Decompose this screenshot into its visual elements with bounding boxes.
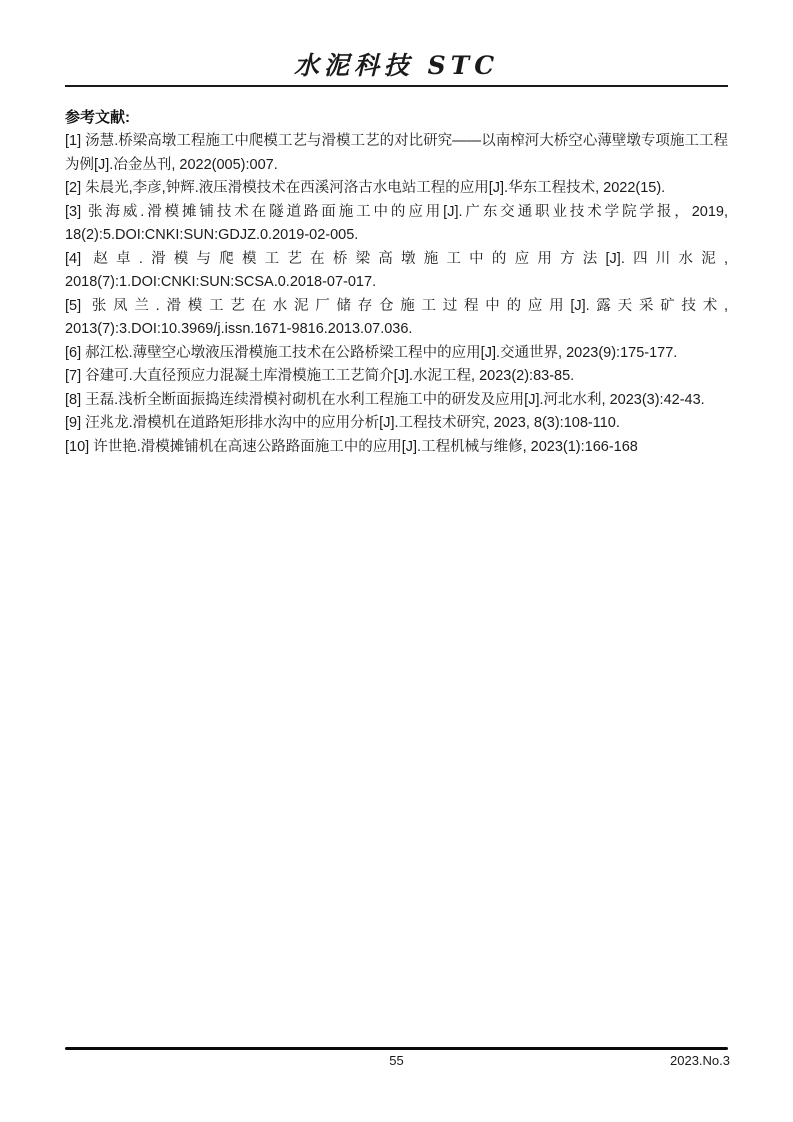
reference-item-8: [8] 王磊.浅析全断面振捣连续滑模衬砌机在水利工程施工中的研发及应用[J].河北水利, 2023(3):42-43. (65, 391, 705, 408)
reference-item-3: [3] 张海威.滑模摊铺技术在隧道路面施工中的应用[J].广东交通职业技术学院学报，2019, 18(2):5.DOI:CNKI:SUN:GDJZ.0.2019-02-005. (65, 203, 728, 243)
footer-rule (65, 1047, 728, 1050)
reference-item-4: [4] 赵卓.滑模与爬模工艺在桥梁高墩施工中的应用方法[J].四川水泥, 2018(7):1.DOI:CNKI:SUN:SCSA.0.2018-07-017. (65, 250, 728, 290)
references-section (65, 106, 728, 459)
page-number: 55 (389, 1053, 404, 1068)
references-heading: 参考文献: (65, 109, 130, 126)
journal-title: 水泥科技 STC (293, 51, 500, 80)
reference-item-7: [7] 谷建可.大直径预应力混凝土库滑模施工工艺简介[J].水泥工程, 2023(2):83-85. (65, 368, 575, 384)
reference-item-10: [10] 许世艳.滑模摊铺机在高速公路路面施工中的应用[J].工程机械与维修, 2023(1):166-168 (65, 438, 638, 455)
reference-item-5: [5] 张凤兰.滑模工艺在水泥厂储存仓施工过程中的应用[J].露天采矿技术, 2013(7):3.DOI:10.3969/j.issn.1671-9816.2013.07.036. (65, 297, 728, 337)
issue-number: 2023.No.3 (670, 1053, 730, 1068)
reference-item-2: [2] 朱晨光,李彦,钟辉.液压滑模技术在西溪河洛古水电站工程的应用[J].华东工程技术, 2022(15). (65, 180, 666, 196)
reference-item-9: [9] 汪兆龙.滑模机在道路矩形排水沟中的应用分析[J].工程技术研究, 2023, 8(3):108-110. (65, 415, 620, 431)
header-rule (65, 85, 728, 87)
reference-item-1: [1] 汤慧.桥梁高墩工程施工中爬模工艺与滑模工艺的对比研究——以南榨河大桥空心薄壁墩专项施工工程为例[J].冶金丛刊, 2022(005):007. (65, 133, 728, 173)
reference-item-6: [6] 郝江松.薄壁空心墩液压滑模施工技术在公路桥梁工程中的应用[J].交通世界, 2023(9):175-177. (65, 344, 678, 361)
